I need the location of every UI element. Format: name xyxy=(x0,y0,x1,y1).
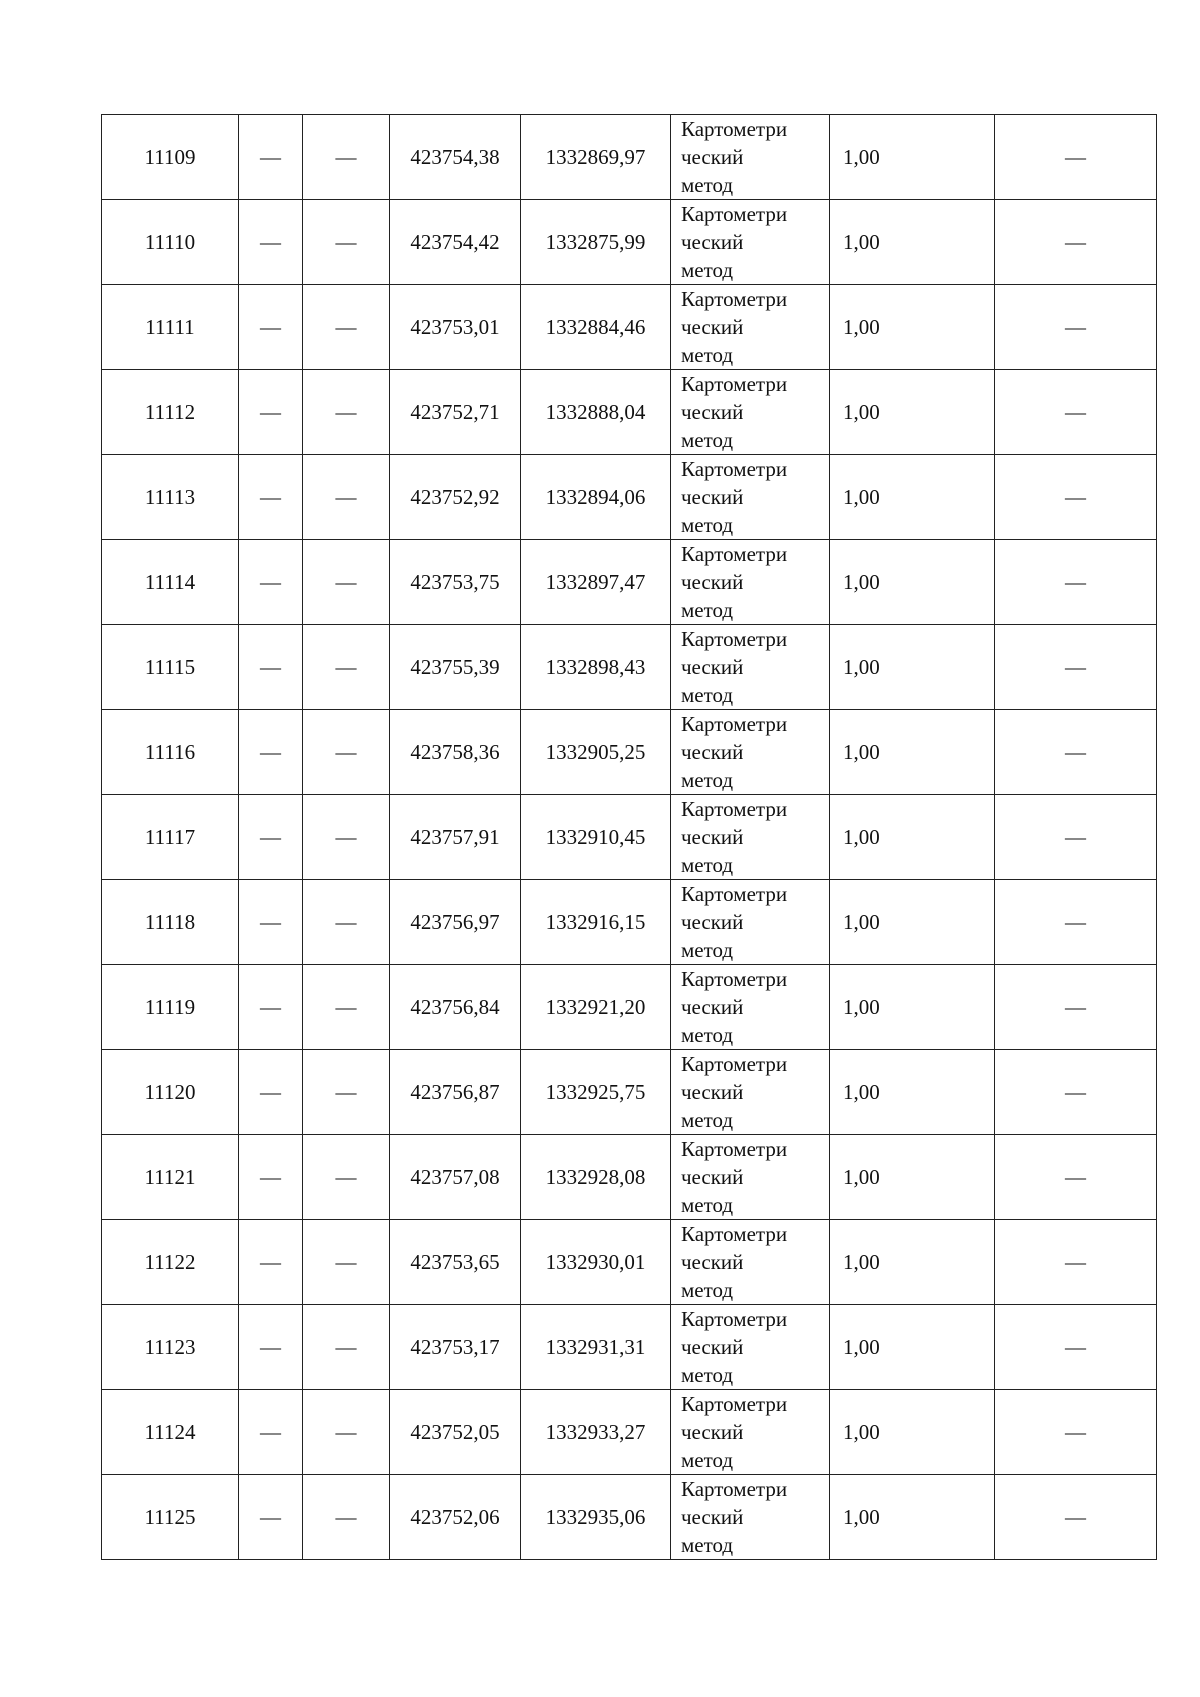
point-number-cell: 11109 xyxy=(102,115,239,200)
table-row xyxy=(102,880,1157,965)
empty-dash-cell: — xyxy=(239,200,303,285)
accuracy-cell: 1,00 xyxy=(830,1135,995,1220)
table-row xyxy=(102,115,1157,200)
y-coordinate-cell: 1332894,06 xyxy=(521,455,671,540)
x-coordinate-cell: 423752,05 xyxy=(390,1390,521,1475)
method-line: ческий xyxy=(681,1165,744,1189)
accuracy-cell: 1,00 xyxy=(830,1050,995,1135)
x-coordinate-cell: 423753,01 xyxy=(390,285,521,370)
y-coordinate-cell: 1332931,31 xyxy=(521,1305,671,1390)
method-line: Картометри xyxy=(681,117,788,141)
method-line: ческий xyxy=(681,230,744,254)
method-cell xyxy=(671,965,830,1050)
method-line: метод xyxy=(681,428,734,452)
method-line: метод xyxy=(681,258,734,282)
method-line: Картометри xyxy=(681,457,788,481)
point-number-cell: 11121 xyxy=(102,1135,239,1220)
y-coordinate-cell: 1332925,75 xyxy=(521,1050,671,1135)
method-line: метод xyxy=(681,1533,734,1557)
x-coordinate-cell: 423752,71 xyxy=(390,370,521,455)
accuracy-cell: 1,00 xyxy=(830,1305,995,1390)
empty-dash-cell: — xyxy=(239,1220,303,1305)
point-number-cell: 11119 xyxy=(102,965,239,1050)
method-line: ческий xyxy=(681,1420,744,1444)
method-line: Картометри xyxy=(681,967,788,991)
table-row xyxy=(102,455,1157,540)
empty-dash-cell: — xyxy=(303,540,390,625)
y-coordinate-cell: 1332921,20 xyxy=(521,965,671,1050)
method-line: Картометри xyxy=(681,1477,788,1501)
method-cell xyxy=(671,115,830,200)
accuracy-cell: 1,00 xyxy=(830,285,995,370)
accuracy-cell: 1,00 xyxy=(830,200,995,285)
empty-dash-cell: — xyxy=(303,1305,390,1390)
method-line: метод xyxy=(681,1023,734,1047)
empty-dash-cell: — xyxy=(303,1220,390,1305)
method-line: Картометри xyxy=(681,1137,788,1161)
method-cell xyxy=(671,795,830,880)
table-row xyxy=(102,1050,1157,1135)
method-line: Картометри xyxy=(681,1392,788,1416)
method-cell xyxy=(671,540,830,625)
table-row xyxy=(102,1475,1157,1560)
point-number-cell: 11120 xyxy=(102,1050,239,1135)
method-line: Картометри xyxy=(681,542,788,566)
empty-dash-cell: — xyxy=(239,710,303,795)
point-number-cell: 11111 xyxy=(102,285,239,370)
accuracy-cell: 1,00 xyxy=(830,795,995,880)
empty-dash-cell: — xyxy=(303,285,390,370)
y-coordinate-cell: 1332935,06 xyxy=(521,1475,671,1560)
method-line: метод xyxy=(681,683,734,707)
empty-dash-cell: — xyxy=(995,880,1157,965)
method-cell xyxy=(671,285,830,370)
table-row xyxy=(102,710,1157,795)
y-coordinate-cell: 1332933,27 xyxy=(521,1390,671,1475)
table-row xyxy=(102,1135,1157,1220)
x-coordinate-cell: 423756,84 xyxy=(390,965,521,1050)
method-line: ческий xyxy=(681,1505,744,1529)
method-cell xyxy=(671,880,830,965)
empty-dash-cell: — xyxy=(995,1305,1157,1390)
point-number-cell: 11122 xyxy=(102,1220,239,1305)
coordinates-table xyxy=(101,114,1157,1560)
x-coordinate-cell: 423756,97 xyxy=(390,880,521,965)
empty-dash-cell: — xyxy=(239,540,303,625)
point-number-cell: 11112 xyxy=(102,370,239,455)
method-line: метод xyxy=(681,1193,734,1217)
point-number-cell: 11116 xyxy=(102,710,239,795)
empty-dash-cell: — xyxy=(239,1390,303,1475)
method-cell xyxy=(671,625,830,710)
accuracy-cell: 1,00 xyxy=(830,1220,995,1305)
empty-dash-cell: — xyxy=(303,710,390,795)
method-line: метод xyxy=(681,1278,734,1302)
method-line: ческий xyxy=(681,1335,744,1359)
method-cell xyxy=(671,370,830,455)
empty-dash-cell: — xyxy=(303,1390,390,1475)
empty-dash-cell: — xyxy=(995,625,1157,710)
accuracy-cell: 1,00 xyxy=(830,455,995,540)
method-line: метод xyxy=(681,853,734,877)
method-line: метод xyxy=(681,598,734,622)
accuracy-cell: 1,00 xyxy=(830,710,995,795)
x-coordinate-cell: 423755,39 xyxy=(390,625,521,710)
empty-dash-cell: — xyxy=(995,965,1157,1050)
x-coordinate-cell: 423758,36 xyxy=(390,710,521,795)
x-coordinate-cell: 423753,75 xyxy=(390,540,521,625)
empty-dash-cell: — xyxy=(995,1220,1157,1305)
empty-dash-cell: — xyxy=(995,1475,1157,1560)
empty-dash-cell: — xyxy=(995,115,1157,200)
empty-dash-cell: — xyxy=(995,1135,1157,1220)
method-line: Картометри xyxy=(681,627,788,651)
accuracy-cell: 1,00 xyxy=(830,540,995,625)
y-coordinate-cell: 1332928,08 xyxy=(521,1135,671,1220)
empty-dash-cell: — xyxy=(239,1135,303,1220)
y-coordinate-cell: 1332875,99 xyxy=(521,200,671,285)
accuracy-cell: 1,00 xyxy=(830,625,995,710)
method-cell xyxy=(671,200,830,285)
table-row xyxy=(102,285,1157,370)
x-coordinate-cell: 423757,91 xyxy=(390,795,521,880)
y-coordinate-cell: 1332898,43 xyxy=(521,625,671,710)
method-line: Картометри xyxy=(681,1307,788,1331)
method-line: Картометри xyxy=(681,797,788,821)
table-row xyxy=(102,1390,1157,1475)
y-coordinate-cell: 1332910,45 xyxy=(521,795,671,880)
method-cell xyxy=(671,1220,830,1305)
y-coordinate-cell: 1332905,25 xyxy=(521,710,671,795)
method-line: метод xyxy=(681,1108,734,1132)
y-coordinate-cell: 1332884,46 xyxy=(521,285,671,370)
method-line: Картометри xyxy=(681,712,788,736)
table-body xyxy=(102,115,1157,1560)
empty-dash-cell: — xyxy=(995,540,1157,625)
empty-dash-cell: — xyxy=(239,965,303,1050)
empty-dash-cell: — xyxy=(239,1305,303,1390)
empty-dash-cell: — xyxy=(303,965,390,1050)
method-line: ческий xyxy=(681,825,744,849)
method-line: ческий xyxy=(681,570,744,594)
method-line: ческий xyxy=(681,740,744,764)
method-cell xyxy=(671,710,830,795)
method-line: метод xyxy=(681,173,734,197)
empty-dash-cell: — xyxy=(303,455,390,540)
empty-dash-cell: — xyxy=(239,625,303,710)
method-line: метод xyxy=(681,1363,734,1387)
method-line: ческий xyxy=(681,655,744,679)
method-line: Картометри xyxy=(681,372,788,396)
method-cell xyxy=(671,455,830,540)
empty-dash-cell: — xyxy=(303,1475,390,1560)
empty-dash-cell: — xyxy=(303,1050,390,1135)
accuracy-cell: 1,00 xyxy=(830,370,995,455)
accuracy-cell: 1,00 xyxy=(830,965,995,1050)
method-line: ческий xyxy=(681,910,744,934)
x-coordinate-cell: 423757,08 xyxy=(390,1135,521,1220)
point-number-cell: 11114 xyxy=(102,540,239,625)
empty-dash-cell: — xyxy=(995,200,1157,285)
accuracy-cell: 1,00 xyxy=(830,115,995,200)
x-coordinate-cell: 423752,06 xyxy=(390,1475,521,1560)
empty-dash-cell: — xyxy=(995,1050,1157,1135)
point-number-cell: 11124 xyxy=(102,1390,239,1475)
method-line: метод xyxy=(681,938,734,962)
method-line: Картометри xyxy=(681,202,788,226)
point-number-cell: 11118 xyxy=(102,880,239,965)
method-cell xyxy=(671,1050,830,1135)
empty-dash-cell: — xyxy=(239,370,303,455)
method-cell xyxy=(671,1135,830,1220)
empty-dash-cell: — xyxy=(303,795,390,880)
y-coordinate-cell: 1332916,15 xyxy=(521,880,671,965)
empty-dash-cell: — xyxy=(239,795,303,880)
table-row xyxy=(102,1220,1157,1305)
x-coordinate-cell: 423756,87 xyxy=(390,1050,521,1135)
x-coordinate-cell: 423754,38 xyxy=(390,115,521,200)
table-row xyxy=(102,540,1157,625)
method-line: метод xyxy=(681,343,734,367)
method-line: ческий xyxy=(681,995,744,1019)
method-line: метод xyxy=(681,1448,734,1472)
empty-dash-cell: — xyxy=(303,880,390,965)
x-coordinate-cell: 423753,17 xyxy=(390,1305,521,1390)
empty-dash-cell: — xyxy=(303,1135,390,1220)
method-line: ческий xyxy=(681,315,744,339)
method-line: ческий xyxy=(681,1250,744,1274)
table-row xyxy=(102,370,1157,455)
empty-dash-cell: — xyxy=(995,455,1157,540)
accuracy-cell: 1,00 xyxy=(830,880,995,965)
x-coordinate-cell: 423754,42 xyxy=(390,200,521,285)
empty-dash-cell: — xyxy=(239,285,303,370)
empty-dash-cell: — xyxy=(239,1475,303,1560)
method-line: ческий xyxy=(681,485,744,509)
method-line: Картометри xyxy=(681,1222,788,1246)
y-coordinate-cell: 1332897,47 xyxy=(521,540,671,625)
method-line: метод xyxy=(681,513,734,537)
point-number-cell: 11113 xyxy=(102,455,239,540)
table-row xyxy=(102,200,1157,285)
table-row xyxy=(102,965,1157,1050)
empty-dash-cell: — xyxy=(303,370,390,455)
table-row xyxy=(102,795,1157,880)
empty-dash-cell: — xyxy=(303,115,390,200)
empty-dash-cell: — xyxy=(239,1050,303,1135)
method-cell xyxy=(671,1475,830,1560)
table-row xyxy=(102,625,1157,710)
y-coordinate-cell: 1332869,97 xyxy=(521,115,671,200)
method-line: Картометри xyxy=(681,882,788,906)
empty-dash-cell: — xyxy=(995,285,1157,370)
empty-dash-cell: — xyxy=(995,1390,1157,1475)
method-cell xyxy=(671,1305,830,1390)
empty-dash-cell: — xyxy=(239,115,303,200)
empty-dash-cell: — xyxy=(995,370,1157,455)
point-number-cell: 11115 xyxy=(102,625,239,710)
empty-dash-cell: — xyxy=(995,795,1157,880)
method-line: Картометри xyxy=(681,1052,788,1076)
y-coordinate-cell: 1332888,04 xyxy=(521,370,671,455)
empty-dash-cell: — xyxy=(239,880,303,965)
table-row xyxy=(102,1305,1157,1390)
x-coordinate-cell: 423752,92 xyxy=(390,455,521,540)
accuracy-cell: 1,00 xyxy=(830,1390,995,1475)
method-line: метод xyxy=(681,768,734,792)
method-line: Картометри xyxy=(681,287,788,311)
method-line: ческий xyxy=(681,1080,744,1104)
empty-dash-cell: — xyxy=(995,710,1157,795)
accuracy-cell: 1,00 xyxy=(830,1475,995,1560)
method-cell xyxy=(671,1390,830,1475)
point-number-cell: 11117 xyxy=(102,795,239,880)
point-number-cell: 11125 xyxy=(102,1475,239,1560)
empty-dash-cell: — xyxy=(303,625,390,710)
empty-dash-cell: — xyxy=(303,200,390,285)
point-number-cell: 11123 xyxy=(102,1305,239,1390)
x-coordinate-cell: 423753,65 xyxy=(390,1220,521,1305)
y-coordinate-cell: 1332930,01 xyxy=(521,1220,671,1305)
method-line: ческий xyxy=(681,400,744,424)
method-line: ческий xyxy=(681,145,744,169)
empty-dash-cell: — xyxy=(239,455,303,540)
point-number-cell: 11110 xyxy=(102,200,239,285)
